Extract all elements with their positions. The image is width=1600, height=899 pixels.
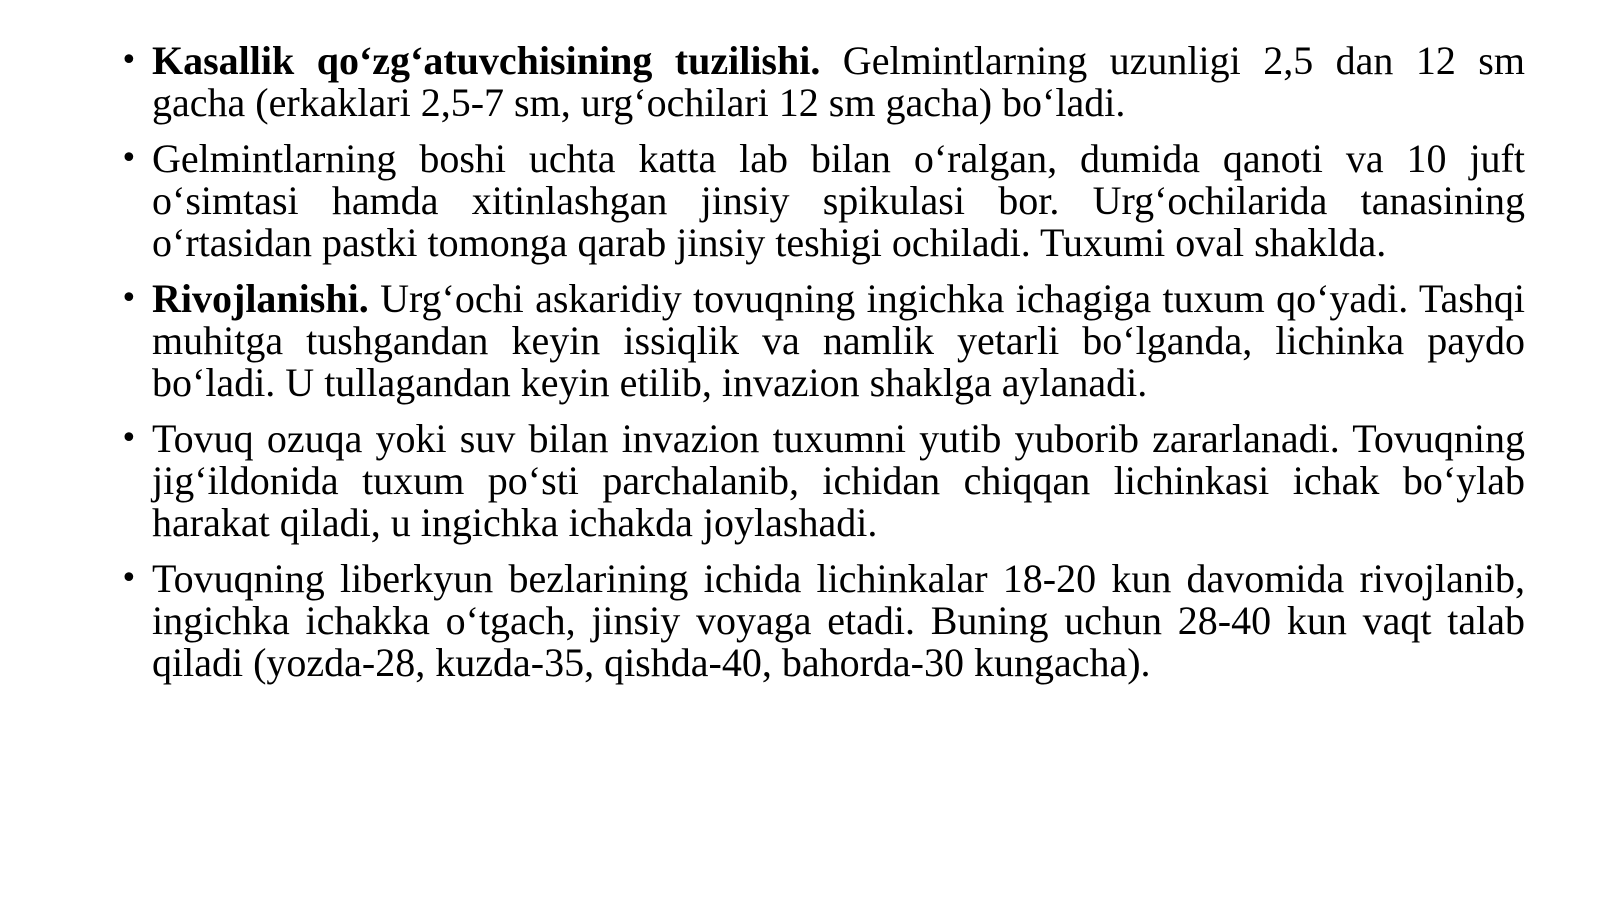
bullet-text: Gelmintlarning uzunligi 2,5 dan 12 sm gacha (erkaklari 2,5-7 sm, urg‘ochilari 12 sm gacha) bo‘ladi.	[152, 38, 1525, 125]
bullet-text: Tovuq ozuqa yoki suv bilan invazion tuxumni yutib yuborib zararlanadi. Tovuqning jig‘ildonida tuxum po‘sti parchalanib, ichidan chiqqan lichinkasi ichak bo‘ylab harakat qiladi, u ingichka ichakda joylashadi.	[152, 416, 1525, 545]
bullet-dot-icon: •	[120, 141, 138, 176]
bullet-item-development	[120, 276, 1525, 405]
bullet-dot-icon: •	[120, 43, 138, 78]
bullet-text: Gelmintlarning boshi uchta katta lab bilan o‘ralgan, dumida qanoti va 10 juft o‘simtasi hamda xitinlashgan jinsiy spikulasi bor. Urg‘ochilarida tanasining o‘rtasidan pastki tomonga qarab jinsiy teshigi ochiladi. Tuxumi oval shakldа.	[152, 136, 1525, 265]
bullet-item-maturation	[120, 556, 1525, 685]
bullet-item-infection	[120, 416, 1525, 545]
bullet-item-structure	[120, 38, 1525, 125]
bullet-list	[120, 38, 1525, 698]
bullet-item-morphology	[120, 136, 1525, 265]
bullet-dot-icon: •	[120, 281, 138, 316]
bullet-text: Urg‘ochi askaridiy tovuqning ingichka ichagiga tuxum qo‘yadi. Tashqi muhitga tushgandan keyin issiqlik va namlik yetarli bo‘lganda, lichinka paydo bo‘ladi. U tullagandan keyin etilib, invazion shaklga aylanadi.	[152, 276, 1525, 405]
bullet-heading: Kasallik qo‘zg‘atuvchisining tuzilishi.	[152, 38, 821, 83]
bullet-dot-icon: •	[120, 421, 138, 456]
bullet-dot-icon: •	[120, 561, 138, 596]
bullet-heading: Rivojlanishi.	[152, 276, 369, 321]
bullet-text: Tovuqning liberkyun bezlarining ichida lichinkalar 18-20 kun davomida rivojlanib, ingichka ichakka o‘tgach, jinsiy voyaga etadi. Buning uchun 28-40 kun vaqt talab qiladi (yozda-28, kuzda-35, qishda-40, bahorda-30 kungacha).	[152, 556, 1525, 685]
